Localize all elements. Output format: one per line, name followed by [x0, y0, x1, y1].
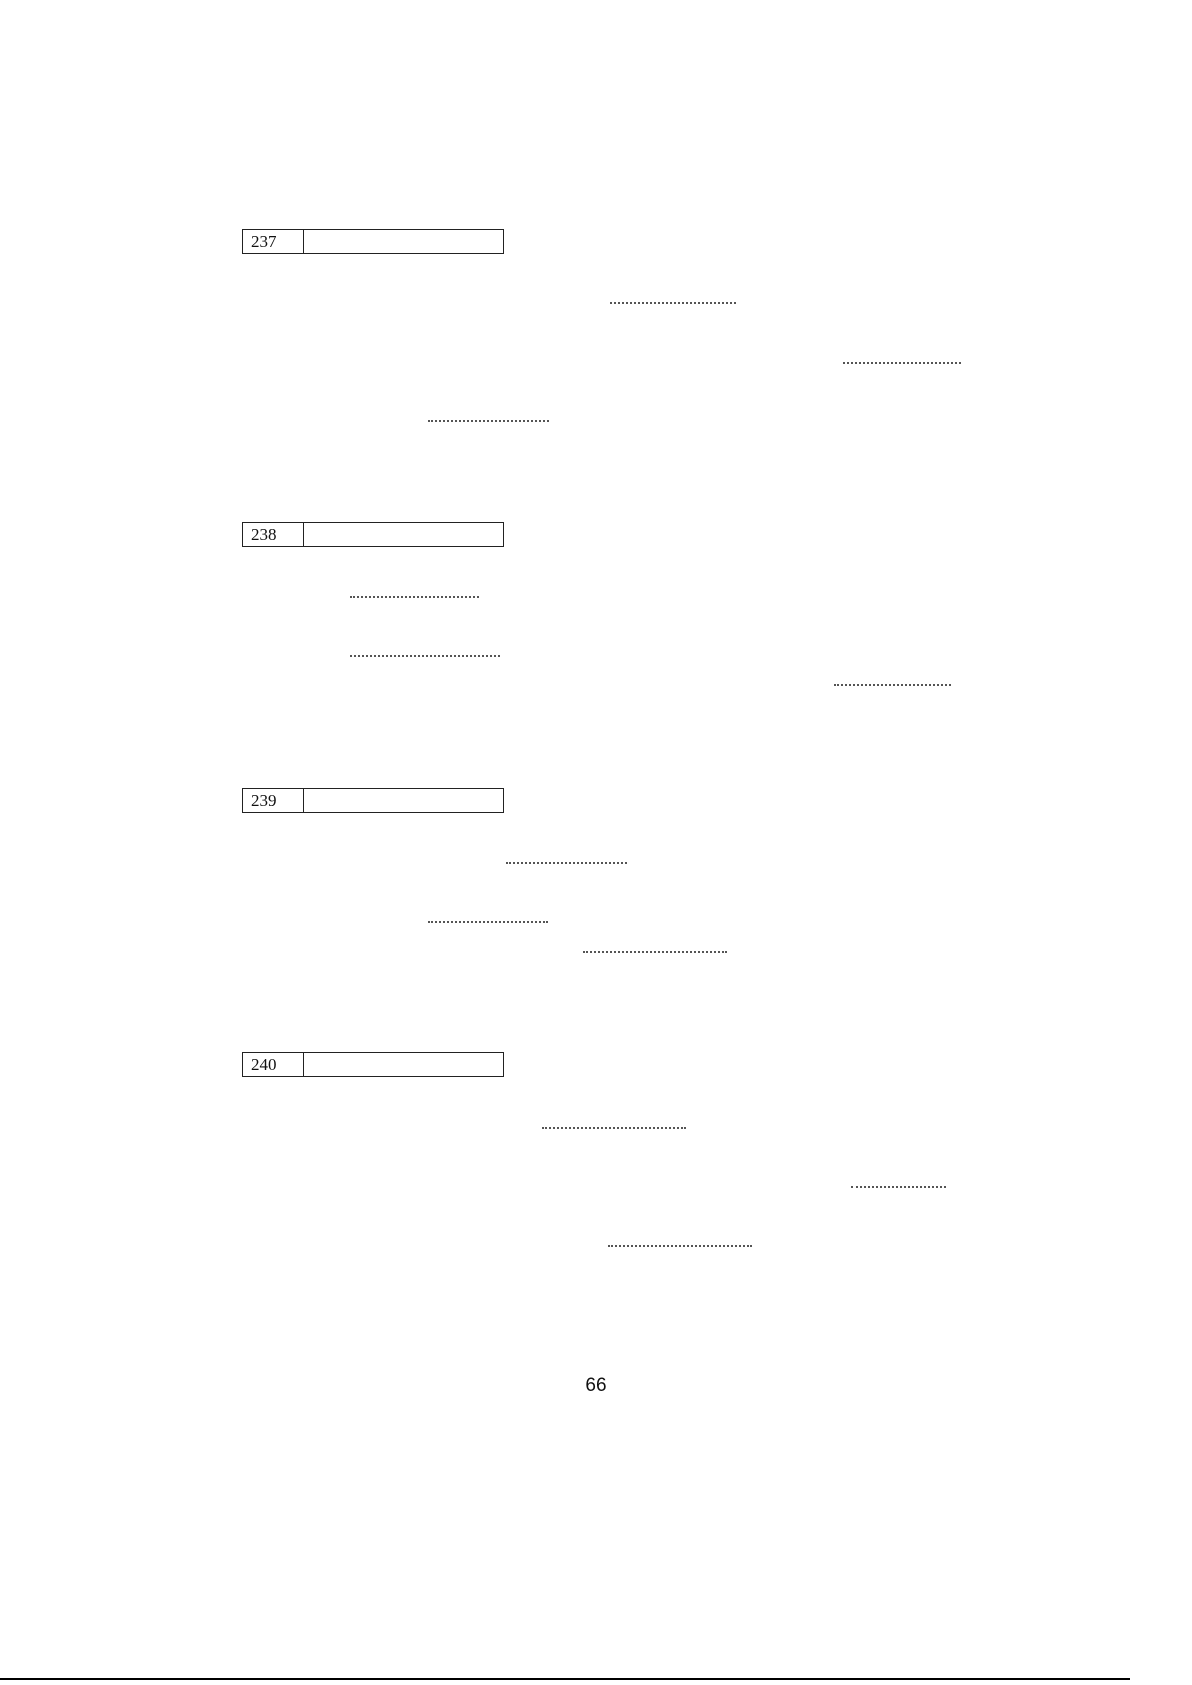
question-240-box: [242, 1052, 504, 1077]
answer-field[interactable]: [304, 230, 503, 253]
dotted-blank[interactable]: [608, 1245, 752, 1247]
dotted-blank[interactable]: [851, 1186, 946, 1188]
answer-field[interactable]: [304, 1053, 503, 1076]
answer-field[interactable]: [304, 523, 503, 546]
question-238-box: [242, 522, 504, 547]
dotted-blank[interactable]: [506, 862, 627, 864]
question-number: 240: [243, 1053, 304, 1076]
answer-field[interactable]: [304, 789, 503, 812]
dotted-blank[interactable]: [350, 596, 479, 598]
dotted-blank[interactable]: [542, 1127, 686, 1129]
footer-rule: [0, 1678, 1130, 1680]
question-237-box: [242, 229, 504, 254]
dotted-blank[interactable]: [843, 362, 961, 364]
question-number: 239: [243, 789, 304, 812]
question-239-box: [242, 788, 504, 813]
page-number: 66: [585, 1375, 607, 1396]
dotted-blank[interactable]: [350, 655, 500, 657]
dotted-blank[interactable]: [583, 951, 727, 953]
dotted-blank[interactable]: [834, 684, 951, 686]
dotted-blank[interactable]: [610, 302, 736, 304]
question-number: 238: [243, 523, 304, 546]
dotted-blank[interactable]: [428, 921, 548, 923]
dotted-blank[interactable]: [428, 420, 549, 422]
question-number: 237: [243, 230, 304, 253]
